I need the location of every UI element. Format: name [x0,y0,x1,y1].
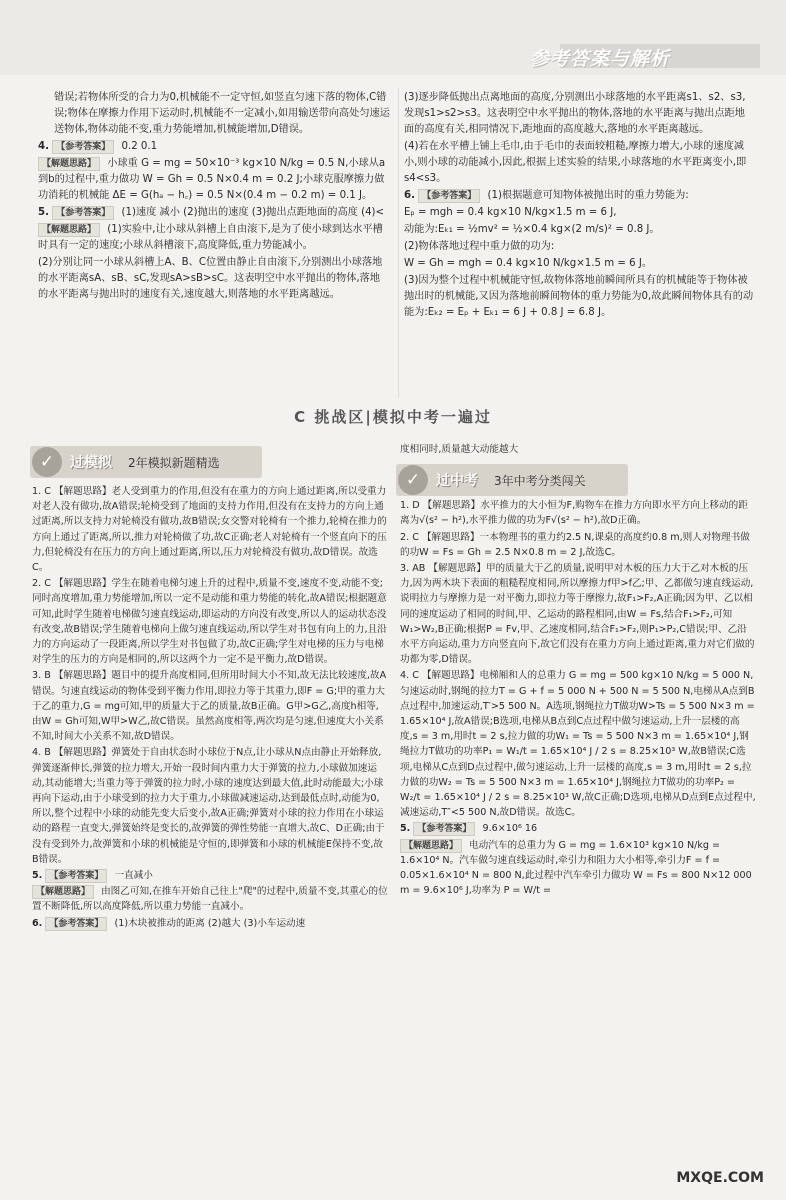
banner-sub: 2年模拟新题精选 [128,456,220,470]
analysis-text: 小球重 G = mg = 50×10⁻³ kg×10 N/kg = 0.5 N,小球从a到b的过程中,重力做功 W = Gh = 0.5 N×0.4 m = 0.2 J;小球克服摩擦力做功消耗的机械能 ΔE = G(hₐ − h꜀) = 0.5 N×(0.4 m − 0.2 m) = 0.1 J。 [38,158,386,201]
formula-line: (3)因为整个过程中机械能守恒,故物体落地前瞬间所具有的机械能等于物体被抛出时的机械能,又因为落地前瞬间物体的重力势能为0,故此瞬间物体具有的动能为:Eₖ₂ = Eₚ + Eₖ₁ = 6 J + 0.8 J = 6.8 J。 [404,275,754,318]
question-2: 2. C 【解题思路】学生在随着电梯匀速上升的过程中,质量不变,速度不变,动能不变;同时高度增加,重力势能增加,所以一定不是动能和重力势能的转化,故A错误;根据题意可知,此时学生随着电梯做匀速直线运动,即运动的方向没有改变,所以人的运动状态没有改变,故B错误;学生随着电梯向上做匀速直线运动,所以学生对书包有向上的力,且沿力的方向运动了一段距离,所以学生对书包做了功,故C正确;学生对电梯的压力与电梯对学生的压力的方向是相同的,所以这两个力一定不是平衡力,故D错误。 [32,578,387,666]
question-3: 3. AB 【解题思路】甲的质量大于乙的质量,说明甲对木板的压力大于乙对木板的压力,因为两木块下表面的粗糙程度相同,所以摩擦力f甲>f乙;甲、乙都做匀速直线运动,说明拉力与摩擦力是一对平衡力,即拉力等于摩擦力,故F₁>F₂,A正确;因为甲、乙以相同的速度运动了相同的时间,甲、乙运动的路程相同,由W = Fs,结合F₁>F₂,可知W₁>W₂,B正确;根据P = Fv,甲、乙速度相同,结合F₁>F₂,则P₁>P₂,C错误;甲、乙沿水平方向运动,重力方向竖直向下,故它们没有在重力方向上通过距离,重力对它们做的功都为零,D错误。 [400,563,755,666]
formula-line: (2)物体落地过程中重力做的功为: [404,241,555,252]
answer-tag: 【参考答案】 [45,869,107,883]
analysis [38,222,390,254]
answer-text: 一直减小 [114,870,153,882]
question-1: 1. D 【解题思路】水平推力的大小恒为F,购物车在推力方向即水平方向上移动的距离为√(s² − h²),水平推力做的功为F√(s² − h²),故D正确。 [400,500,748,527]
answer-text: 9.6×10⁶ 16 [482,823,538,835]
analysis-tag: 【解题思路】 [32,885,94,899]
top-right-column [404,90,754,322]
banner-main: 过中考 [436,473,478,489]
question-5 [38,205,390,221]
top-left-column [38,90,390,304]
question-number: 5. [400,823,411,835]
bottom-right-column [400,442,756,899]
banner-sub: 3年中考分类闯关 [494,474,586,488]
check-icon: ✓ [32,447,62,477]
answer-tag: 【参考答案】 [418,189,480,203]
analysis-tag: 【解题思路】 [38,223,100,237]
answer-text: 0.2 0.1 [121,141,158,152]
question-5 [32,868,388,883]
question-4 [38,139,390,155]
paragraph: (4)若在水平槽上铺上毛巾,由于毛巾的表面较粗糙,摩擦力增大,小球的速度减小,则小球的动能减小,因此,根据上述实验的结果,小球落地的水平距离变小,即s4<s3。 [404,141,747,184]
analysis [38,156,390,204]
question-1: 1. C 【解题思路】老人受到重力的作用,但没有在重力的方向上通过距离,所以受重力对老人没有做功,故A错误;轮椅受到了地面的支持力作用,但没有在支持力的方向上通过距离,所以支持力对轮椅没有做功,故B错误;女交警对轮椅有一个推力,轮椅在推力的方向上通过了距离,所以,推力对轮椅做了功,故C正确;老人对轮椅有一个竖直向下的压力,但轮椅没有在压力的方向上通过距离,所以,压力对轮椅没有做功,故D错误。故选C。 [32,486,387,574]
answer-tag: 【参考答案】 [52,140,114,154]
analysis-tag: 【解题思路】 [400,839,462,853]
answer-text: (1)根据题意可知物体被抛出时的重力势能为: [487,190,689,201]
answer-tag: 【参考答案】 [45,917,107,931]
analysis [32,884,388,914]
question-number: 4. [38,141,49,152]
formula-line: Eₚ = mgh = 0.4 kg×10 N/kg×1.5 m = 6 J, [404,207,617,218]
paragraph: (3)逐步降低抛出点离地面的高度,分别测出小球落地的水平距离s1、s2、s3,发现s1>s2>s3。这表明空中水平抛出的物体,落地的水平距离与抛出点距地面的高度有关,相同情况下,距地面的高度越大,落地的水平距离越远。 [404,92,746,135]
paragraph: 错误;若物体所受的合力为0,机械能不一定守恒,如竖直匀速下落的物体,C错误;物体在摩擦力作用下运动时,机械能不一定减小,如用输送带向高处匀速运送物体,物体动能不变,重力势能增加,机械能增加,D错误。 [54,92,390,135]
check-icon: ✓ [398,465,428,495]
question-4: 4. C 【解题思路】电梯厢和人的总重力 G = mg = 500 kg×10 N/kg = 5 000 N,匀速运动时,钢绳的拉力T = G + f = 5 000 N + 500 N = 5 500 N,电梯从A点到B点过程中,加速运动,T′>5 500 N。A选项,钢绳拉力T做功W>Ts = 5 500 N×3 m = 1.65×10⁴ J,故A错误;B选项,电梯从B点到C点过程中做匀速运动,上升一层楼的高度,s = 3 m,用时t = 2 s,拉力做的功W₁ = Ts = 5 500 N×3 m = 1.65×10⁴ J,钢绳拉力T做功的功率P₁ = W₁/t = 1.65×10⁴ J / 2 s = 8.25×10³ W,故B错误;C选项,电梯从C点到D点过程中,做匀速运动,上升一层楼的高度,s = 3 m,用时t = 2 s,拉力做的功W₂ = Ts = 5 500 N×3 m = 1.65×10⁴ J,钢绳拉力T做功的功率P₂ = W₂/t = 1.65×10⁴ J / 2 s = 8.25×10³ W,故C正确;D选项,电梯从D点到E点过程中,减速运动,T″<5 500 N,故D错误。故选C。 [400,670,756,819]
analysis-text: 由图乙可知,在推车开始自己往上"爬"的过程中,质量不变,其重心的位置不断降低,所以高度降低,所以重力势能一直减小。 [32,886,388,913]
page-title: 参考答案与解析 [530,48,671,70]
question-6 [404,188,754,204]
question-2: 2. C 【解题思路】一本物理书的重力约2.5 N,课桌的高度约0.8 m,则人对物理书做的功W = Fs = Gh = 2.5 N×0.8 m = 2 J,故选C。 [400,531,750,558]
formula-line: W = Gh = mgh = 0.4 kg×10 N/kg×1.5 m = 6 J。 [404,258,653,269]
section-title: C 挑战区|模拟中考一遍过 [294,408,492,426]
bottom-left-column [32,484,388,932]
question-number: 5. [32,870,43,882]
question-6 [32,916,388,931]
page-header [0,0,786,75]
answer-text: (1)木块被推动的距离 (2)越大 (3)小车运动速 [114,917,306,929]
answer-tag: 【参考答案】 [413,822,475,836]
question-5 [400,821,756,836]
analysis [400,838,756,899]
analysis-text: (1)实验中,让小球从斜槽上自由滚下,是为了使小球到达水平槽时具有一定的速度;小球从斜槽滚下,高度降低,重力势能减小。 [38,224,383,251]
analysis-tag: 【解题思路】 [38,157,100,171]
question-4: 4. B 【解题思路】弹簧处于自由状态时小球位于N点,让小球从N点由静止开始释放,弹簧逐渐伸长,弹簧的拉力增大,开始一段时间内重力大于弹簧的拉力,小球做加速运动,其动能增大;当重力等于弹簧的拉力时,小球的速度达到最大值,此时动能最大;小球再向下运动,由于小球受到的拉力大于重力,小球做减速运动,达到最低点时,动能为0,所以,整个过程中小球的动能先变大后变小,故A正确;弹簧对小球的拉力作用在小球运动的路程一直变大,弹簧始终是变长的,故弹簧的弹性势能一直增大,故C、D正确;由于没有受到外力,故弹簧和小球的机械能是守恒的,即弹簧和小球的机械能E保持不变,故B错误。 [32,747,385,865]
question-number: 6. [32,917,43,929]
banner-main: 过模拟 [70,455,112,471]
formula-line: 动能为:Eₖ₁ = ½mv² = ½×0.4 kg×(2 m/s)² = 0.8 J。 [404,224,660,235]
banner-spacer [400,458,756,498]
analysis-text: 电动汽车的总重力为 G = mg = 1.6×10³ kg×10 N/kg = 1.6×10⁴ N。汽车做匀速直线运动时,牵引力和阻力大小相等,牵引力F = f = 0.05×1.6×10⁴ N = 800 N,此过程中汽车牵引力做功 W = Fs = 800 N×12 000 m = 9.6×10⁶ J,功率为 P = W/t = [400,839,752,897]
question-number: 6. [404,190,415,201]
answer-tag: 【参考答案】 [52,206,114,220]
column-divider [398,88,399,398]
watermark [624,1132,774,1194]
paragraph: (2)分别让同一小球从斜槽上A、B、C位置由静止自由滚下,分别测出小球落地的水平距离sA、sB、sC,发现sA>sB>sC。这表明空中水平抛出的物体,落地的水平距离与抛出时的速度有关,速度越大,则落地的水平距离越远。 [38,257,383,300]
answer-text: (1)速度 减小 (2)抛出的速度 (3)抛出点距地面的高度 (4)< [121,207,385,218]
question-number: 5. [38,207,49,218]
question-3: 3. B 【解题思路】题目中的提升高度相同,但所用时间大小不知,故无法比较速度,故A错误。匀速直线运动的物体受到平衡力作用,即拉力等于其重力,即F = G;甲的重力大于乙的重力,G = mg可知,甲的质量大于乙的质量,故B正确。G甲>G乙,高度h相等,由W = Gh可知,W甲>W乙,故C错误。虽然高度相等,两次均是匀速,但速度大小关系不知,时间大小关系不知,故D错误。 [32,670,387,743]
continuation-line: 度相同时,质量越大动能越大 [400,444,519,455]
banner-mock [30,446,262,478]
watermark-text: MXQE.COM [676,1170,764,1186]
